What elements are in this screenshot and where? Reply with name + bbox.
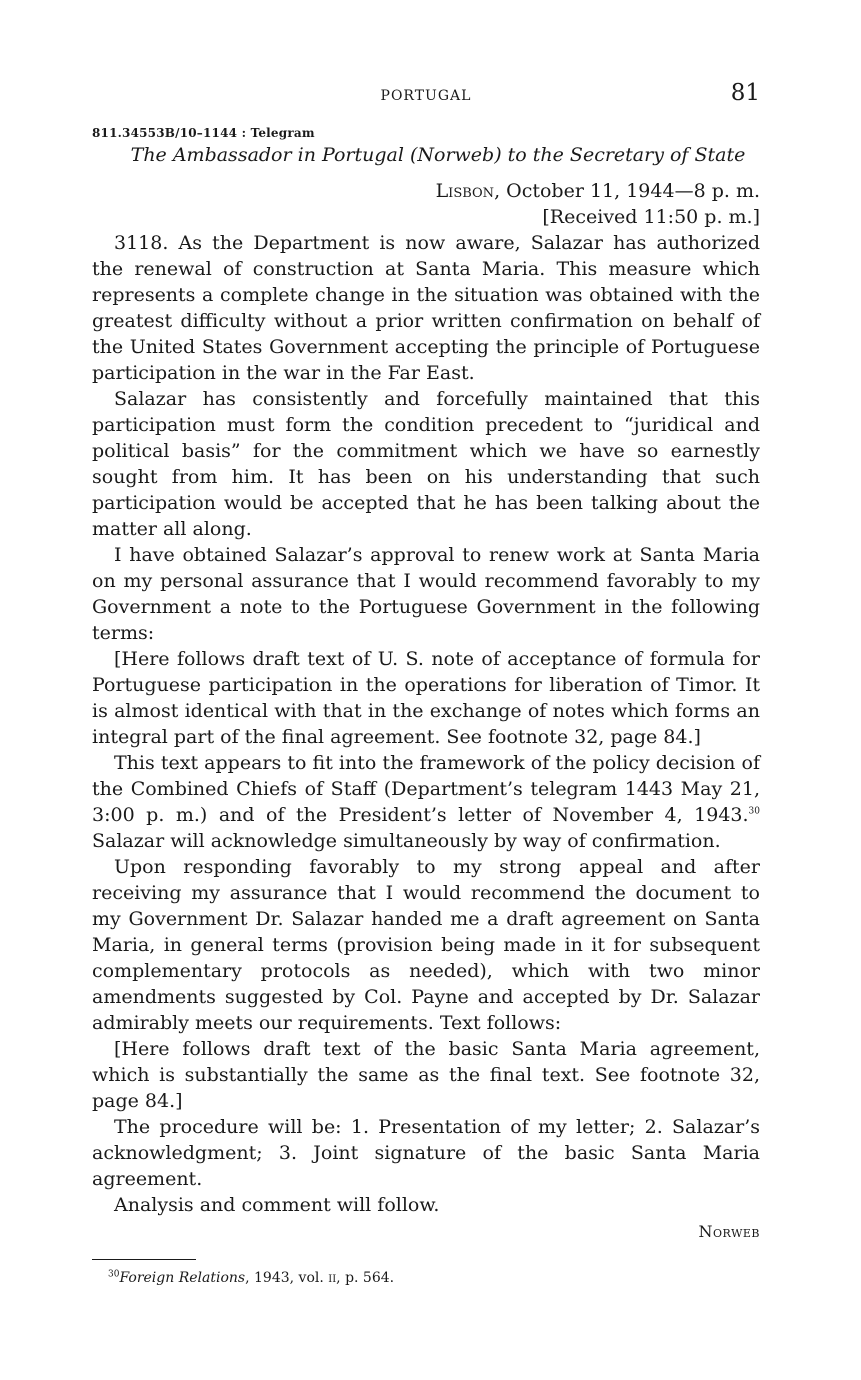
dateline	[92, 178, 760, 230]
paragraph: 3118. As the Department is now aware, Salazar has authorized the renewal of construction at Santa Maria. This measure which represents a complete change in the situation was obtained with the greatest difficulty without a prior written confirmation on behalf of the United States Government accepting the principle of Portuguese participation in the war in the Far East.	[92, 232, 760, 384]
dateline-place: Lisbon	[435, 180, 495, 202]
running-head: PORTUGAL	[380, 88, 472, 104]
paragraph: [Here follows draft text of the basic Santa Maria agreement, which is substantially the same as the final text. See footnote 32, page 84.]	[92, 1038, 760, 1112]
footnote-reference-marker: 30	[748, 806, 760, 817]
document-title: The Ambassador in Portugal (Norweb) to the Secretary of State	[130, 144, 746, 166]
page-header	[92, 78, 760, 116]
paragraph: The procedure will be: 1. Presentation of my letter; 2. Salazar’s acknowledgment; 3. Joint signature of the basic Santa Maria agreement.	[92, 1116, 760, 1190]
footnote-year: , 1943, vol.	[245, 1270, 329, 1286]
dateline-sent	[92, 178, 760, 204]
paragraph	[92, 750, 760, 854]
paragraph: [Here follows draft text of U. S. note of acceptance of formula for Portuguese participation in the operations for liberation of Timor. It is almost identical with that in the exchange of notes which forms an integral part of the final agreement. See footnote 32, page 84.]	[92, 648, 760, 748]
paragraph: Salazar has consistently and forcefully maintained that this participation must form the condition precedent to “juridical and political basis” for the commitment which we have so earnestly sought from him. It has been on his understanding that such participation would be accepted that he has been talking about the matter all along.	[92, 388, 760, 540]
document-page	[92, 78, 760, 1286]
dateline-received: [Received 11:50 p. m.]	[542, 206, 760, 228]
footnote-divider	[92, 1259, 196, 1260]
paragraph-text: Salazar will acknowledge simultaneously by way of confirmation.	[92, 830, 721, 852]
paragraph-text: This text appears to fit into the framework of the policy decision of the Combined Chiefs of Staff (Department’s telegram 1443 May 21, 3:00 p. m.) and of the President’s letter of November 4, 1943.	[92, 752, 760, 826]
paragraph: I have obtained Salazar’s approval to renew work at Santa Maria on my personal assurance that I would recommend favorably to my Government a note to the Portuguese Government in the following terms:	[92, 544, 760, 644]
footnote-marker: 30	[108, 1269, 120, 1280]
telegram-body	[92, 230, 760, 1218]
page-number: 81	[730, 80, 760, 106]
footnote-volume: ii	[328, 1270, 337, 1286]
paragraph: Upon responding favorably to my strong appeal and after receiving my assurance that I would recommend the document to my Government Dr. Salazar handed me a draft agreement on Santa Maria, in general terms (provision being made in it for subsequent complementary protocols as needed), which with two minor amendments suggested by Col. Payne and accepted by Dr. Salazar admirably meets our requirements. Text follows:	[92, 856, 760, 1034]
footnote-source: Foreign Relations	[119, 1270, 246, 1286]
footnote	[92, 1270, 760, 1286]
paragraph: Analysis and comment will follow.	[114, 1194, 440, 1216]
footnote-page: , p. 564.	[336, 1270, 395, 1286]
signature: Norweb	[698, 1222, 760, 1241]
file-reference: 811.34553B/10–1144 : Telegram	[92, 126, 315, 140]
dateline-date: , October 11, 1944—8 p. m.	[494, 180, 760, 202]
